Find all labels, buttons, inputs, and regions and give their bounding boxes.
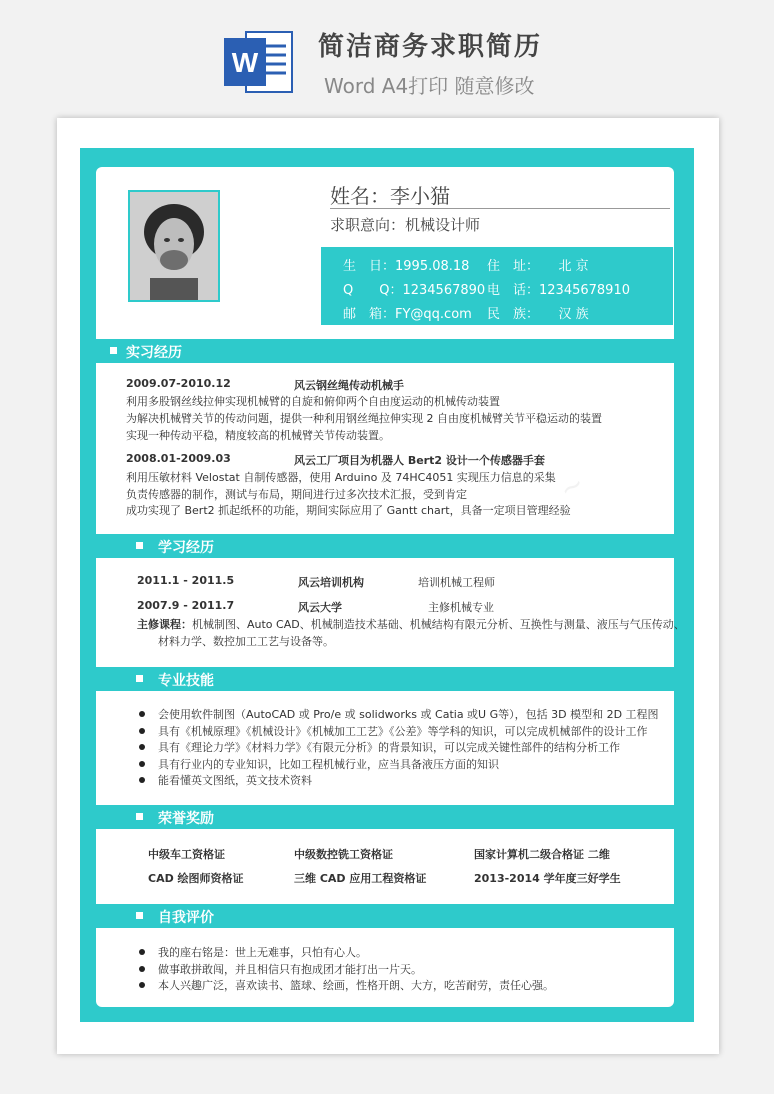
internship-role: 风云钢丝绳传动机械手 (294, 379, 404, 392)
birthday-field: 生 日：1995.08.18 (343, 259, 470, 274)
section-self-eval (96, 904, 674, 928)
ethnicity-field: 民 族： 汉 族 (487, 307, 589, 322)
section-education (96, 534, 674, 558)
self-eval-item: 我的座右铭是：世上无难事，只怕有心人。 (158, 946, 367, 959)
word-logo-icon (222, 28, 294, 96)
internship-line: 为解决机械臂关节的传动问题，提供一种利用钢丝绳拉伸实现 2 自由度机械臂关节平稳运动的装置 (126, 412, 602, 425)
edu-major: 培训机械工程师 (418, 576, 495, 589)
self-eval-item: 本人兴趣广泛，喜欢读书、篮球、绘画，性格开朗、大方，吃苦耐劳，责任心强。 (158, 979, 554, 992)
skill-item: 具有《理论力学》《材料力学》《有限元分析》的背景知识，可以完成关键性部件的结构分析工作 (158, 741, 620, 754)
edu-courses: 主修课程：机械制图、Auto CAD、机械制造技术基础、机械结构有限元分析、互换性与测量、液压与气压传动、 (137, 618, 685, 631)
section-title: 实习经历 (126, 345, 182, 361)
internship-date: 2009.07-2010.12 (126, 377, 231, 390)
self-eval-item: 做事敢拼敢闯，并且相信只有抱成团才能打出一片天。 (158, 963, 422, 976)
email-field: 邮 箱：FY@qq.com (343, 307, 472, 322)
edu-date: 2011.1 - 2011.5 (137, 574, 235, 587)
section-marker-icon (136, 542, 143, 549)
address-field: 住 址： 北 京 (487, 259, 589, 274)
award-item: CAD 绘图师资格证 (148, 872, 244, 885)
bullet-icon (139, 949, 145, 955)
section-title: 专业技能 (158, 673, 214, 689)
profile-photo (128, 190, 220, 302)
section-marker-icon (110, 347, 117, 354)
section-marker-icon (136, 912, 143, 919)
section-title: 荣誉奖励 (158, 811, 214, 827)
internship-line: 实现一种传动平稳，精度较高的机械臂关节传动装置。 (126, 429, 390, 442)
section-internship (96, 339, 674, 363)
candidate-name: 姓名：李小猫 (330, 184, 450, 208)
bullet-icon (139, 761, 145, 767)
award-item: 中级数控铣工资格证 (294, 848, 393, 861)
bullet-icon (139, 728, 145, 734)
phone-field: 电 话：12345678910 (487, 283, 630, 298)
bullet-icon (139, 982, 145, 988)
internship-role: 风云工厂项目为机器人 Bert2 设计一个传感器手套 (294, 454, 545, 467)
section-title: 自我评价 (158, 910, 214, 926)
award-item: 三维 CAD 应用工程资格证 (294, 872, 427, 885)
job-intent: 求职意向：机械设计师 (330, 216, 481, 234)
watermark: ~ (553, 466, 591, 507)
bullet-icon (139, 777, 145, 783)
contact-info-panel (321, 247, 673, 325)
bullet-icon (139, 744, 145, 750)
word-logo-letter: W (231, 47, 259, 78)
award-item: 国家计算机二级合格证 二维 (474, 848, 610, 861)
section-awards (96, 805, 674, 829)
award-item: 中级车工资格证 (148, 848, 225, 861)
edu-date: 2007.9 - 2011.7 (137, 599, 235, 612)
edu-org: 风云大学 (298, 601, 342, 614)
section-title: 学习经历 (158, 540, 214, 556)
bullet-icon (139, 711, 145, 717)
internship-line: 利用多股钢丝线拉伸实现机械臂的自旋和俯仰两个自由度运动的机械传动装置 (126, 395, 500, 408)
page-title: 简洁商务求职简历 (318, 32, 543, 62)
section-marker-icon (136, 813, 143, 820)
internship-line: 负责传感器的制作，测试与布局，期间进行过多次技术汇报，受到肯定 (126, 488, 467, 501)
skill-item: 会使用软件制图（AutoCAD 或 Pro/e 或 solidworks 或 Catia 或U G等），包括 3D 模型和 2D 工程图 (158, 708, 659, 721)
section-marker-icon (136, 675, 143, 682)
internship-date: 2008.01-2009.03 (126, 452, 231, 465)
edu-courses-cont: 材料力学、数控加工工艺与设备等。 (158, 635, 334, 648)
skill-item: 具有行业内的专业知识，比如工程机械行业，应当具备液压方面的知识 (158, 758, 499, 771)
edu-major: 主修机械专业 (428, 601, 494, 614)
section-skills (96, 667, 674, 691)
skill-item: 具有《机械原理》《机械设计》《机械加工工艺》《公差》等学科的知识，可以完成机械部件的设计工作 (158, 725, 648, 738)
bullet-icon (139, 966, 145, 972)
name-divider (330, 208, 670, 209)
award-item: 2013-2014 学年度三好学生 (474, 872, 621, 885)
internship-line: 利用压敏材料 Velostat 自制传感器，使用 Arduino 及 74HC4051 实现压力信息的采集 (126, 471, 556, 484)
qq-field: Q Q：1234567890 (343, 283, 486, 298)
edu-org: 风云培训机构 (298, 576, 364, 589)
skill-item: 能看懂英文图纸，英文技术资料 (158, 774, 312, 787)
page-subtitle: Word A4打印 随意修改 (324, 74, 535, 98)
internship-line: 成功实现了 Bert2 抓起纸杯的功能，期间实际应用了 Gantt chart，具备一定项目管理经验 (126, 504, 571, 517)
